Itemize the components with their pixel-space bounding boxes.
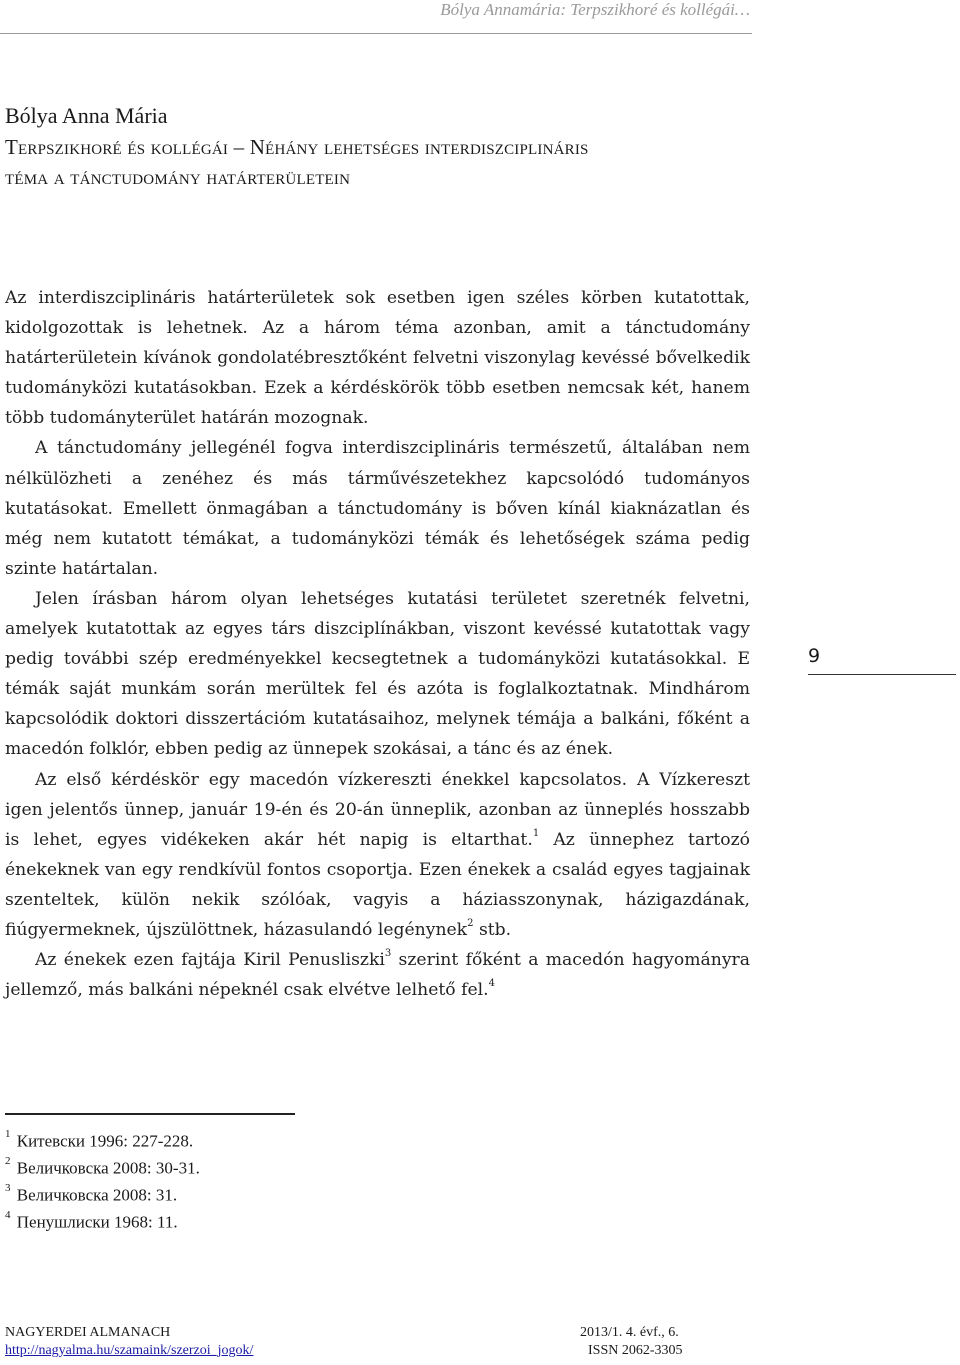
- footnote-3: [5, 1180, 200, 1207]
- footnote-ref-4[interactable]: 4: [488, 978, 495, 990]
- footnote-2: [5, 1153, 200, 1180]
- paragraph-4-part-c: stb.: [473, 919, 512, 940]
- footnote-ref-2[interactable]: 2: [467, 918, 474, 930]
- footer-issue: 2013/1. 4. évf., 6.: [580, 1325, 679, 1340]
- footnote-number: 3: [5, 1182, 11, 1195]
- paragraph-2: A tánctudomány jellegénél fogva interdiszciplináris természetű, általában nem nélkülözheti a zenéhez és más tárművészetekhez kapcsolódó tudományos kutatásokat. Emellett önmagában a tánctudomány is bőven kínál kiaknázatlan és még nem kutatott témákat, a tudományközi témák és lehetőségek száma pedig szinte határtalan.: [5, 438, 750, 579]
- footnote-number: 2: [5, 1155, 11, 1168]
- footnotes: [5, 1126, 200, 1235]
- paragraph-5-part-b: szerint főként a macedón hagyományra jellemző, más balkáni népeknél csak elvétve lelhető fel.: [5, 950, 750, 1001]
- footnote-text: Пенушлиски 1968: 11.: [16, 1213, 178, 1233]
- footnote-ref-1[interactable]: 1: [532, 827, 540, 839]
- article-title-line-2: téma a tánctudomány határterületein: [5, 165, 351, 189]
- running-header: Bólya Annamária: Terpszikhoré és kollégái…: [440, 0, 750, 19]
- page-number: 9: [808, 645, 821, 667]
- paragraph-4-part-a: Az első kérdéskör egy macedón vízkereszti énekkel kapcsolatos. A Vízkereszt igen jelentős ünnep, január 19-én és 20-án ünneplik, azonban az ünneplés hosszabb is lehet, egyes vidékeken akár hét napig is eltarthat.: [5, 769, 750, 850]
- footnote-ref-3[interactable]: 3: [384, 948, 392, 960]
- footer-copyright-link[interactable]: http://nagyalma.hu/szamaink/szerzoi_jogok/: [5, 1343, 254, 1358]
- footer-issn: ISSN 2062-3305: [588, 1343, 683, 1358]
- paragraph-4-part-b: Az ünnephez tartozó énekeknek van egy rendkívül fontos csoportja. Ezen énekek a család egyes tagjainak szenteltek, külön nekik szólóak, vagyis a háziasszonynak, házigazdának, fiúgyermeknek, újszülöttnek, házasulandó legénynek: [5, 829, 750, 940]
- author-name: Bólya Anna Mária: [5, 103, 168, 128]
- footnote-text: Величковска 2008: 31.: [16, 1185, 178, 1205]
- paragraph-3: Jelen írásban három olyan lehetséges kutatási területet szeretnék felvetni, amelyek kutatottak az egyes társ diszciplínákban, viszont kevéssé kutatottak vagy pedig további szép eredményekkel kecsegtetnek a tudományközi kutatásokkal. E témák saját munkám során merültek fel és azóta is foglalkoztatnak. Mindhárom kapcsolódik doktori disszertációm kutatásaihoz, melynek témája a balkáni, főként a macedón folklór, ebben pedig az ünnepek szokásai, a tánc és az ének.: [5, 588, 750, 760]
- body-text: [5, 283, 750, 1005]
- page-number-rule: [808, 674, 956, 675]
- footnote-text: Китевски 1996: 227-228.: [16, 1131, 194, 1151]
- paragraph-4: [5, 765, 750, 946]
- header-rule: [0, 33, 752, 34]
- footnote-number: 4: [5, 1209, 11, 1222]
- paragraph-5-part-a: Az énekek ezen fajtája Kiril Penusliszki: [35, 950, 385, 971]
- footnote-4: [5, 1207, 200, 1234]
- footnote-number: 1: [5, 1128, 11, 1140]
- article-title-line-1: Terpszikhoré és kollégái – Néhány lehetséges interdiszciplináris: [5, 135, 589, 159]
- footer-journal-name: NAGYERDEI ALMANACH: [5, 1325, 171, 1340]
- footnote-text: Величковска 2008: 30-31.: [16, 1158, 200, 1178]
- footnote-separator: [5, 1113, 295, 1115]
- footnote-1: [5, 1126, 200, 1153]
- paragraph-1: Az interdiszciplináris határterületek sok esetben igen széles körben kutatottak, kidolgozottak is lehetnek. Az a három téma azonban, amit a tánctudomány határterületein kívánok gondolatébresztőként felvetni viszonylag kevéssé bővelkedik tudományközi kutatásokban. Ezek a kérdéskörök több esetben nemcsak két, hanem több tudományterület határán mozognak.: [5, 288, 750, 429]
- paragraph-5: [5, 945, 750, 1005]
